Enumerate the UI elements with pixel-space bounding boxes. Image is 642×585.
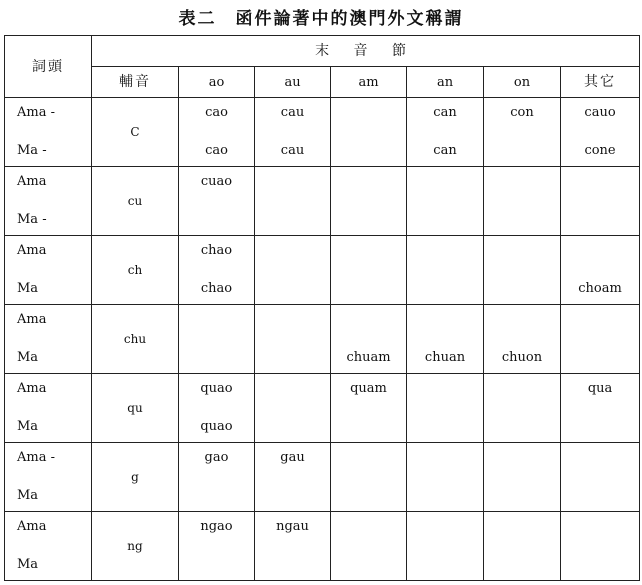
consonant-cell — [92, 98, 179, 167]
syllable-text: chuan — [424, 350, 466, 365]
syllable-text: cone — [584, 143, 616, 158]
syllable-text: cuao — [200, 174, 233, 189]
subheader-2: au — [255, 67, 331, 98]
prefix-cell — [5, 443, 92, 512]
syllable-text: gau — [280, 450, 305, 465]
consonant-cell — [92, 443, 179, 512]
subheader-6: 其它 — [561, 67, 640, 98]
prefix-cell — [5, 374, 92, 443]
syllable-cell — [331, 374, 407, 443]
syllable-cell — [484, 167, 561, 236]
syllable-text: con — [510, 105, 534, 120]
prefix-text: Ma — [17, 557, 39, 572]
syllable-cell — [331, 236, 407, 305]
table-row — [5, 305, 640, 374]
syllable-cell — [255, 236, 331, 305]
syllable-cell — [484, 374, 561, 443]
syllable-text: gao — [204, 450, 229, 465]
subheader-0: 輔音 — [92, 67, 179, 98]
consonant-text: chu — [123, 332, 147, 346]
syllable-text: choam — [578, 281, 622, 296]
syllable-cell — [179, 305, 255, 374]
syllable-text: cau — [280, 105, 305, 120]
consonant-cell — [92, 305, 179, 374]
syllable-cell — [407, 512, 484, 581]
prefix-cell — [5, 98, 92, 167]
prefix-text: Ma — [17, 488, 39, 503]
syllable-cell — [179, 167, 255, 236]
syllable-cell — [331, 305, 407, 374]
consonant-cell — [92, 374, 179, 443]
prefix-text: Ama - — [17, 105, 55, 120]
syllable-text: ngao — [200, 519, 233, 534]
syllable-text: chuon — [501, 350, 543, 365]
prefix-text: Ma - — [17, 212, 47, 227]
syllable-cell — [255, 98, 331, 167]
consonant-cell — [92, 236, 179, 305]
syllable-text: chao — [200, 243, 233, 258]
header-final-syllable: 末 音 節 — [92, 36, 640, 67]
syllable-cell — [331, 512, 407, 581]
syllable-cell — [561, 236, 640, 305]
syllable-cell — [179, 374, 255, 443]
syllable-cell — [484, 305, 561, 374]
syllable-cell — [255, 305, 331, 374]
syllable-cell — [561, 512, 640, 581]
prefix-cell — [5, 512, 92, 581]
subheader-1: ao — [179, 67, 255, 98]
table-title: 表二 函件論著中的澳門外文稱謂 — [178, 9, 464, 29]
prefix-text: Ma — [17, 281, 39, 296]
syllable-cell — [407, 167, 484, 236]
subheader-4: an — [407, 67, 484, 98]
consonant-text: cu — [127, 194, 143, 208]
syllable-cell — [561, 305, 640, 374]
syllable-text: cauo — [584, 105, 616, 120]
syllable-cell — [255, 374, 331, 443]
prefix-text: Ma — [17, 419, 39, 434]
subheader-3: am — [331, 67, 407, 98]
syllable-cell — [179, 512, 255, 581]
syllable-cell — [179, 443, 255, 512]
syllable-cell — [484, 236, 561, 305]
syllable-cell — [407, 305, 484, 374]
syllable-cell — [484, 98, 561, 167]
consonant-text: ch — [127, 263, 143, 277]
syllable-cell — [179, 98, 255, 167]
syllable-text: cao — [205, 143, 228, 158]
syllable-cell — [255, 512, 331, 581]
syllable-cell — [484, 443, 561, 512]
syllable-cell — [179, 236, 255, 305]
table-row — [5, 512, 640, 581]
consonant-text: g — [131, 470, 139, 484]
consonant-text: ng — [127, 539, 143, 553]
syllable-text: chuam — [346, 350, 391, 365]
consonant-text: qu — [127, 401, 143, 415]
syllable-cell — [484, 512, 561, 581]
syllable-cell — [561, 167, 640, 236]
prefix-text: Ma - — [17, 143, 47, 158]
table-row — [5, 374, 640, 443]
syllable-cell — [407, 98, 484, 167]
table-row — [5, 167, 640, 236]
syllable-cell — [561, 374, 640, 443]
syllable-text: chao — [200, 281, 233, 296]
syllable-text: can — [433, 105, 457, 120]
subheader-5: on — [484, 67, 561, 98]
prefix-cell — [5, 305, 92, 374]
table-row — [5, 443, 640, 512]
prefix-text: Ama — [17, 174, 47, 189]
syllable-text: qua — [587, 381, 613, 396]
syllable-text: quao — [200, 419, 233, 434]
syllable-cell — [407, 236, 484, 305]
syllable-cell — [255, 443, 331, 512]
prefix-text: Ama — [17, 519, 47, 534]
prefix-cell — [5, 236, 92, 305]
table-row — [5, 236, 640, 305]
syllable-text: ngau — [276, 519, 309, 534]
name-table — [4, 35, 640, 581]
prefix-text: Ma — [17, 350, 39, 365]
prefix-text: Ama — [17, 381, 47, 396]
syllable-text: cao — [205, 105, 228, 120]
syllable-cell — [331, 443, 407, 512]
syllable-cell — [561, 98, 640, 167]
prefix-text: Ama — [17, 243, 47, 258]
prefix-cell — [5, 167, 92, 236]
syllable-text: quam — [350, 381, 387, 396]
syllable-cell — [255, 167, 331, 236]
syllable-text: cau — [280, 143, 305, 158]
prefix-text: Ama — [17, 312, 47, 327]
header-prefix: 詞頭 — [5, 36, 92, 98]
syllable-cell — [407, 443, 484, 512]
prefix-text: Ama - — [17, 450, 55, 465]
consonant-cell — [92, 167, 179, 236]
syllable-cell — [561, 443, 640, 512]
table-row — [5, 98, 640, 167]
syllable-cell — [407, 374, 484, 443]
consonant-text: C — [130, 125, 140, 139]
syllable-cell — [331, 98, 407, 167]
syllable-text: can — [433, 143, 457, 158]
syllable-cell — [331, 167, 407, 236]
consonant-cell — [92, 512, 179, 581]
syllable-text: quao — [200, 381, 233, 396]
